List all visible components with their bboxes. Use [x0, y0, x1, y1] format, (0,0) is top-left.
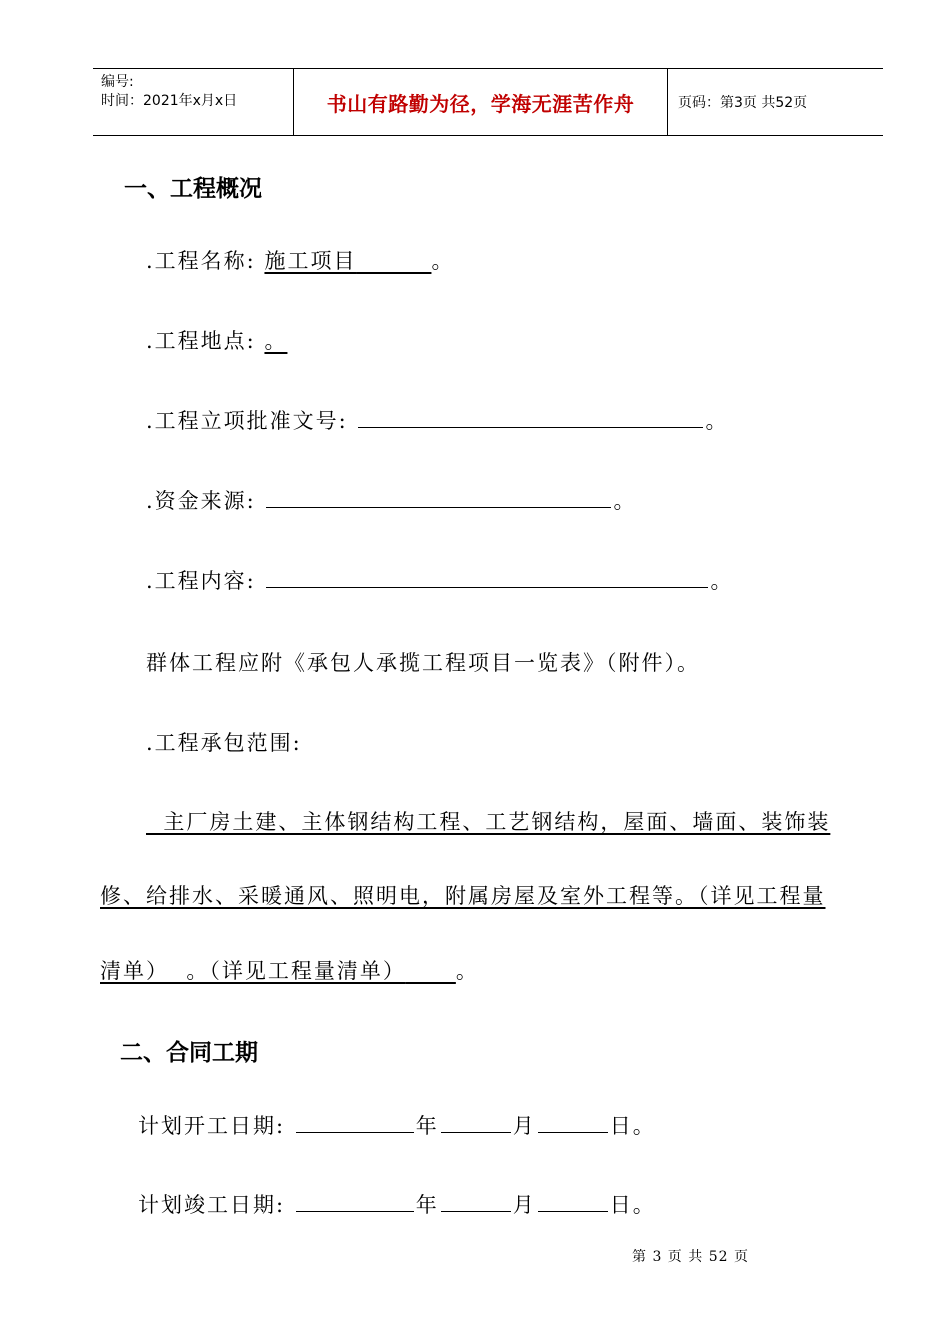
project-site-row [146, 325, 287, 355]
content-label: .工程内容: [146, 569, 256, 593]
header-page-cell [668, 69, 883, 135]
time-label: 时间：2021年x月x日 [101, 93, 238, 109]
period: 。 [710, 569, 734, 593]
project-site-value: 。 [264, 329, 288, 353]
scope-line-3: 清单） 。（详见工程量清单） [100, 959, 406, 983]
page-footer: 第 3 页 共 52 页 [632, 1249, 749, 1265]
start-year-blank[interactable] [296, 1131, 414, 1133]
finish-date-label: 计划竣工日期: [138, 1193, 286, 1217]
header-motto-cell [294, 69, 668, 135]
header-meta [93, 69, 294, 135]
fund-label: .资金来源: [146, 489, 256, 513]
approval-label: .工程立项批准文号: [146, 409, 348, 433]
fund-row [146, 485, 636, 515]
scope-line-1: 主厂房土建、主体钢结构工程、工艺钢结构，屋面、墙面、装饰装 [146, 810, 831, 834]
period: 。 [632, 1193, 656, 1217]
project-site-label: .工程地点: [146, 329, 256, 353]
period: 。 [705, 409, 729, 433]
start-date-row [138, 1110, 656, 1140]
motto: 书山有路勤为径，学海无涯苦作舟 [326, 91, 635, 116]
approval-row [146, 405, 728, 435]
scope-line-3-row [100, 955, 479, 985]
content-blank[interactable] [266, 586, 708, 588]
period: 。 [431, 249, 455, 273]
number-label: 编号: [101, 74, 134, 90]
year-label: 年 [415, 1193, 439, 1217]
period: 。 [613, 489, 637, 513]
month-label: 月 [512, 1193, 536, 1217]
start-day-blank[interactable] [538, 1131, 608, 1133]
fund-blank[interactable] [266, 506, 611, 508]
day-label: 日 [609, 1114, 633, 1138]
finish-year-blank[interactable] [296, 1210, 414, 1212]
project-name-value: 施工项目 [264, 249, 357, 273]
scope-line-2: 修、给排水、采暖通风、照明电，附属房屋及室外工程等。（详见工程量 [100, 884, 826, 908]
content-row [146, 565, 733, 595]
day-label: 日 [609, 1193, 633, 1217]
project-name-label: .工程名称: [146, 249, 256, 273]
start-month-blank[interactable] [441, 1131, 511, 1133]
finish-month-blank[interactable] [441, 1210, 511, 1212]
start-date-label: 计划开工日期: [138, 1114, 286, 1138]
month-label: 月 [512, 1114, 536, 1138]
finish-day-blank[interactable] [538, 1210, 608, 1212]
group-note: 群体工程应附《承包人承揽工程项目一览表》（附件）。 [146, 651, 700, 675]
page-info: 页码：第3页 共52页 [678, 95, 808, 111]
period: 。 [632, 1114, 656, 1138]
scope-label: .工程承包范围: [146, 731, 302, 755]
section1-title: 一、工程概况 [124, 176, 262, 202]
project-name-row [146, 245, 454, 275]
year-label: 年 [415, 1114, 439, 1138]
finish-date-row [138, 1189, 656, 1219]
section2-title: 二、合同工期 [120, 1040, 258, 1066]
page-header [93, 68, 883, 136]
approval-blank[interactable] [358, 426, 703, 428]
period: 。 [455, 959, 479, 983]
